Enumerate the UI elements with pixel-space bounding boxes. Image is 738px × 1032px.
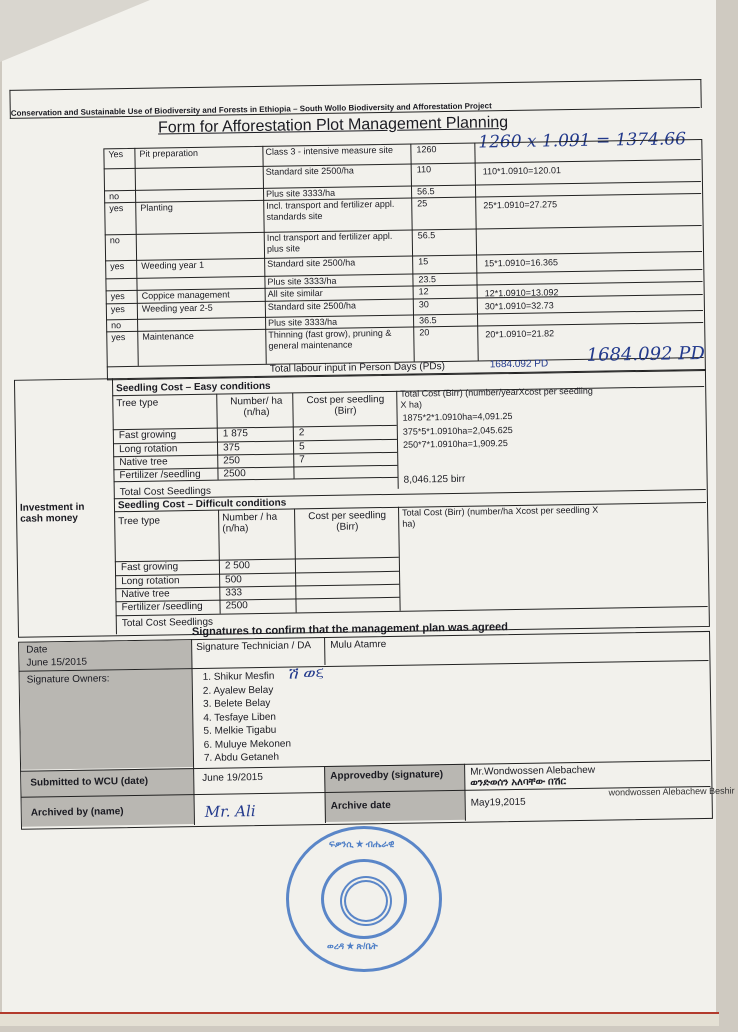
labour-cost: 25*1.0910=27.275 (483, 199, 558, 211)
labour-status: yes (110, 261, 125, 272)
labour-measure: Standard site 2500/ha (265, 165, 354, 177)
easy-header-number: Number/ ha (n/ha) (230, 395, 283, 419)
submitted-value: June 19/2015 (202, 771, 263, 784)
owner-name: 2. Ayalew Belay (202, 684, 274, 697)
labour-status: yes (111, 332, 126, 343)
labour-status: no (111, 320, 122, 331)
archived-value: Mr. Ali (204, 802, 256, 821)
technician-name: Mulu Atamre (330, 639, 387, 651)
easy-header-type: Tree type (116, 397, 159, 410)
labour-status: no (109, 235, 120, 246)
labour-cost: 30*1.0910=32.73 (484, 300, 554, 312)
easy-number: 1 875 (222, 428, 248, 440)
difficult-number: 500 (225, 574, 242, 586)
labour-value: 1260 (416, 144, 437, 155)
labour-value: 110 (416, 164, 432, 175)
labour-activity: Weeding year 1 (141, 259, 205, 271)
date-label: Date (26, 644, 48, 656)
archive-date-value: May19,2015 (470, 796, 526, 809)
labour-total-label: Total labour input in Person Days (PDs) (269, 361, 445, 375)
labour-value: 56.5 (416, 186, 435, 197)
labour-measure: Standard site 2500/ha (267, 257, 356, 269)
owner-name: 6. Muluye Mekonen (203, 738, 292, 751)
labour-measure: Incl transport and fertilizer appl. plus site (266, 230, 393, 254)
labour-measure: Plus site 3333/ha (268, 316, 338, 328)
archived-label: Archived by (name) (30, 806, 124, 819)
easy-total: 250*7*1.0910ha=1,909.25 (402, 438, 508, 450)
easy-total: 1875*2*1.0910ha=4,091.25 (402, 411, 513, 423)
labour-value: 25 (417, 198, 428, 209)
easy-number: 375 (222, 442, 240, 454)
labour-activity: Pit preparation (139, 147, 199, 159)
difficult-type: Native tree (121, 588, 170, 601)
easy-type: Fertilizer /seedling (119, 468, 201, 482)
labour-value: 36.5 (419, 315, 437, 326)
handwritten-calculation: 1260 x 1.091 = 1374.66 (478, 129, 687, 153)
owner-name: 3. Belete Belay (203, 697, 271, 710)
paper-bottom-edge (0, 1012, 719, 1026)
labour-status: no (109, 191, 120, 202)
labour-activity: Coppice management (141, 289, 230, 301)
easy-cost: 7 (299, 454, 305, 466)
approved-label: Approvedby (signature) (330, 769, 444, 782)
owner-name: 1. Shikur Mesfin (202, 670, 275, 683)
easy-header-cost: Cost per seedling (Birr) (306, 394, 385, 417)
labour-status: Yes (108, 149, 124, 160)
easy-cost: 2 (298, 427, 305, 439)
owner-name: 5. Melkie Tigabu (203, 724, 277, 737)
difficult-type: Fertilizer /seedling (121, 600, 203, 614)
labour-value: 15 (418, 256, 429, 267)
difficult-header-number: Number / ha (n/ha) (222, 511, 278, 535)
labour-cost: 110*1.0910=120.01 (482, 165, 561, 177)
easy-header-total: Total Cost (Birr) (number/yearXcost per seedling X ha) (400, 385, 593, 410)
difficult-number: 2 500 (224, 560, 251, 572)
difficult-title: Seedling Cost – Difficult conditions (117, 497, 287, 512)
owner-name: 4. Tesfaye Liben (203, 711, 277, 724)
difficult-number: 2500 (225, 600, 248, 612)
labour-status: yes (110, 291, 125, 302)
labour-activity: Weeding year 2-5 (141, 302, 213, 314)
owner-signature-mark: ሽ ወ૬ (286, 663, 324, 683)
labour-measure: Incl. transport and fertilizer appl. standards site (266, 198, 395, 222)
difficult-number: 333 (225, 587, 243, 599)
easy-number: 250 (223, 455, 241, 467)
difficult-header-type: Tree type (118, 515, 161, 528)
labour-activity: Planting (140, 202, 173, 213)
easy-title: Seedling Cost – Easy conditions (116, 380, 271, 395)
signatures-title: Signatures to confirm that the management plan was agreed (191, 621, 509, 639)
owners-label: Signature Owners: (26, 673, 110, 686)
easy-type: Long rotation (118, 443, 178, 456)
labour-cost: 15*1.0910=16.365 (484, 257, 559, 269)
labour-measure: Thinning (fast grow), pruning & general maintenance (268, 327, 392, 351)
approved-value: Mr.Wondwossen Alebachew (470, 764, 596, 778)
date-value: June 15/2015 (26, 656, 88, 669)
submitted-label: Submitted to WCU (date) (30, 775, 149, 789)
owner-name: 7. Abdu Getaneh (203, 751, 280, 764)
approver-latin-name: wondwossen Alebachew Beshir (608, 785, 735, 798)
labour-measure: Plus site 3333/ha (265, 187, 336, 199)
difficult-total-label: Total Cost Seedlings (121, 616, 214, 630)
page-title: Form for Afforestation Plot Management Planning (157, 114, 509, 137)
archive-date-label: Archive date (330, 799, 391, 812)
difficult-type: Long rotation (121, 575, 180, 588)
labour-measure: Standard site 2500/ha (267, 300, 356, 312)
labour-measure: All site similar (267, 287, 323, 299)
labour-status: yes (109, 203, 124, 214)
easy-cost: 5 (298, 441, 305, 453)
project-header: Conservation and Sustainable Use of Biodiversity and Forests in Ethiopia – South Wollo Biodiversity and Afforestation Project (10, 101, 492, 118)
labour-total-value: 1684.092 PD (489, 358, 549, 371)
easy-number: 2500 (223, 468, 246, 480)
easy-total: 375*5*1.0910ha=2,045.625 (402, 425, 513, 437)
difficult-type: Fast growing (120, 561, 179, 574)
investment-label: Investment in cash money (19, 501, 85, 525)
technician-label: Signature Technician / DA (196, 640, 312, 653)
approver-amharic-name: ወንድወሰን አለባቸው በሽር (470, 776, 567, 789)
labour-value: 12 (418, 286, 429, 297)
labour-measure: Class 3 - intensive measure site (265, 144, 394, 157)
official-stamp: ፍቃንሲ ★ ብሔራዊ ወረዳ ★ ጽ/ቤት (286, 826, 442, 972)
easy-total-label: Total Cost Seedlings (119, 485, 212, 499)
labour-cost: 20*1.0910=21.82 (485, 328, 555, 340)
easy-type: Native tree (119, 456, 168, 469)
labour-total-handwritten: 1684.092 PD (586, 342, 705, 366)
labour-value: 30 (418, 299, 429, 310)
labour-measure: Plus site 3333/ha (267, 275, 337, 287)
difficult-header-total: Total Cost (Birr) (number/ha Xcost per seedling X ha) (402, 504, 599, 529)
easy-total-value: 8,046.125 birr (403, 473, 466, 486)
labour-value: 23.5 (418, 274, 437, 285)
labour-value: 56.5 (417, 230, 436, 241)
labour-value: 20 (419, 327, 430, 338)
labour-activity: Maintenance (142, 330, 194, 342)
difficult-header-cost: Cost per seedling (Birr) (308, 510, 387, 533)
easy-type: Fast growing (118, 429, 177, 442)
labour-status: yes (110, 304, 125, 315)
labour-cost: 12*1.0910=13.092 (484, 287, 559, 299)
